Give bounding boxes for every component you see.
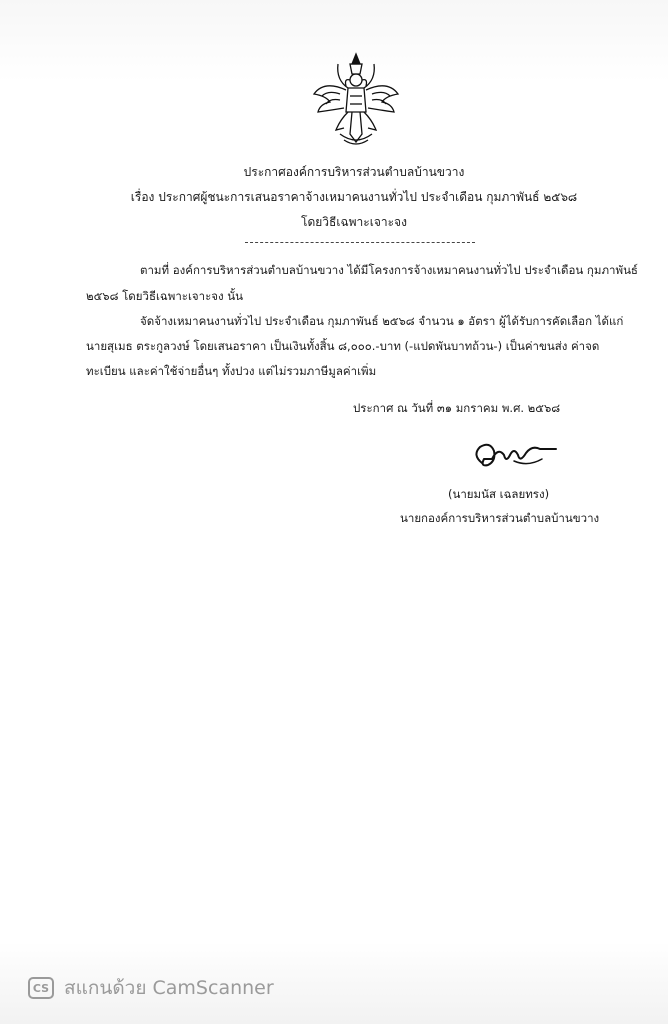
announcement-title: ประกาศองค์การบริหารส่วนตำบลบ้านขวาง [243,165,465,179]
announcement-date: ประกาศ ณ วันที่ ๓๑ มกราคม พ.ศ. ๒๕๖๘ [353,401,561,415]
announcement-method: โดยวิธีเฉพาะเจาะจง [301,215,407,229]
scanner-watermark-text: สแกนด้วย CamScanner [64,977,274,999]
paragraph-2-line-1: จัดจ้างเหมาคนงานทั่วไป ประจำเดือน กุมภาพันธ์ ๒๕๖๘ จำนวน ๑ อัตรา ผู้ได้รับการคัดเลือก ได้แก่ [140,314,624,328]
dashed-divider [245,242,475,243]
camscanner-logo-icon: CS [28,977,54,999]
announcement-subject: เรื่อง ประกาศผู้ชนะการเสนอราคาจ้างเหมาคนงานทั่วไป ประจำเดือน กุมภาพันธ์ ๒๕๖๘ [130,190,578,204]
garuda-emblem-icon [310,50,402,148]
scanner-watermark [28,976,274,1000]
signatory-name: (นายมนัส เฉลยทรง) [448,487,550,501]
paragraph-1-line-1: ตามที่ องค์การบริหารส่วนตำบลบ้านขวาง ได้มีโครงการจ้างเหมาคนงานทั่วไป ประจำเดือน กุมภาพันธ์ [140,263,638,277]
signatory-position: นายกองค์การบริหารส่วนตำบลบ้านขวาง [400,511,600,525]
paragraph-1-line-2: ๒๕๖๘ โดยวิธีเฉพาะเจาะจง นั้น [86,289,243,303]
handwritten-signature [470,437,560,477]
paragraph-2-line-2: นายสุเมธ ตระกูลวงษ์ โดยเสนอราคา เป็นเงินทั้งสิ้น ๘,๐๐๐.-บาท (-แปดพันบาทถ้วน-) เป็นค่าขนส่ง ค่าจด [86,339,600,353]
paragraph-2-line-3: ทะเบียน และค่าใช้จ่ายอื่นๆ ทั้งปวง แต่ไม่รวมภาษีมูลค่าเพิ่ม [86,364,377,378]
